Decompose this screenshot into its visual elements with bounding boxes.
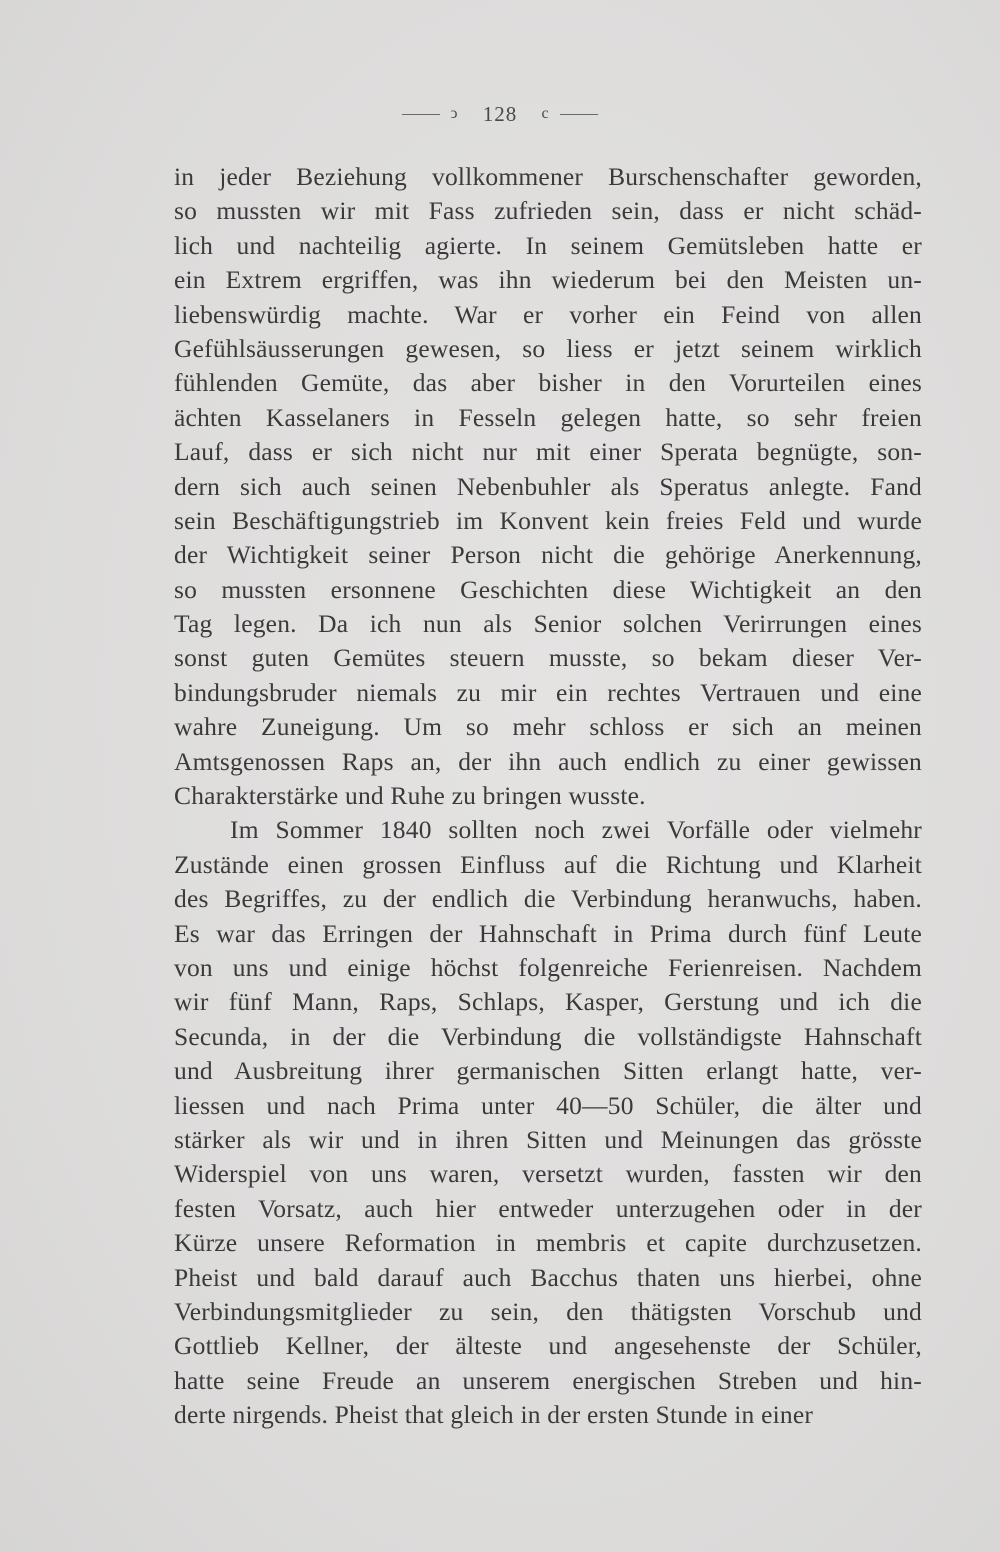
paragraph [174,160,922,813]
text-line: Gottlieb Kellner, der älteste und angesehenste der Schüler, [174,1331,922,1361]
text-line: derte nirgends. Pheist that gleich in der ersten Stunde in einer [174,1400,814,1430]
text-line: von uns und einige höchst folgenreiche Ferienreisen. Nachdem [174,952,922,982]
text-line: so mussten wir mit Fass zufrieden sein, dass er nicht schäd- [174,196,922,226]
page-number: 128 [482,101,518,126]
text-line: Zustände einen grossen Einfluss auf die Richtung und Klarheit [174,849,922,879]
page-header [0,100,1000,127]
paragraph [174,813,922,1432]
text-line: dern sich auch seinen Nebenbuhler als Speratus anlegte. Fand [174,471,922,501]
text-line: Widerspiel von uns waren, versetzt wurden, fassten wir den [174,1159,922,1189]
text-line: lich und nachteilig agierte. In seinem Gemütsleben hatte er [174,230,922,260]
text-line: Amtsgenossen Raps an, der ihn auch endlich zu einer gewissen [174,746,922,776]
text-line: Secunda, in der die Verbindung die vollständigste Hahnschaft [174,1021,922,1051]
text-line: Verbindungsmitglieder zu sein, den thätigsten Vorschub und [174,1296,922,1326]
text-line: bindungsbruder niemals zu mir ein rechtes Vertrauen und eine [174,677,922,707]
text-line: liessen und nach Prima unter 40—50 Schüler, die älter und [174,1090,922,1120]
text-line: wir fünf Mann, Raps, Schlaps, Kasper, Gerstung und ich die [174,987,922,1017]
text-line: Kürze unsere Reformation in membris et capite durchzusetzen. [174,1228,922,1258]
text-line: festen Vorsatz, auch hier entweder unterzugehen oder in der [174,1193,922,1223]
text-line: Lauf, dass er sich nicht nur mit einer Sperata begnügte, son- [174,437,922,467]
text-line: Im Sommer 1840 sollten noch zwei Vorfälle oder vielmehr [230,815,922,845]
text-line: Es war das Erringen der Hahnschaft in Prima durch fünf Leute [174,918,922,948]
header-ornament-left: ↄ [450,105,459,123]
header-rule-left [402,114,440,115]
text-line: des Begriffes, zu der endlich die Verbindung heranwuchs, haben. [174,884,922,914]
text-line: sonst guten Gemütes steuern musste, so bekam dieser Ver- [174,643,922,673]
text-line: ächten Kasselaners in Fesseln gelegen hatte, so sehr freien [174,402,922,432]
header-ornament-right: c [541,105,550,123]
text-line: so mussten ersonnene Geschichten diese Wichtigkeit an den [174,574,922,604]
text-line: wahre Zuneigung. Um so mehr schloss er sich an meinen [174,712,922,742]
text-line: und Ausbreitung ihrer germanischen Sitten erlangt hatte, ver- [174,1056,922,1086]
text-line: sein Beschäftigungstrieb im Konvent kein freies Feld und wurde [174,505,922,535]
body-text [174,160,922,1432]
text-line: stärker als wir und in ihren Sitten und Meinungen das grösste [174,1124,922,1154]
text-line: Tag legen. Da ich nun als Senior solchen Verirrungen eines [174,609,922,639]
text-line: der Wichtigkeit seiner Person nicht die gehörige Anerkennung, [174,540,922,570]
text-line: hatte seine Freude an unserem energischen Streben und hin- [174,1365,922,1395]
text-line: Charakterstärke und Ruhe zu bringen wusste. [174,781,646,811]
text-line: liebenswürdig machte. War er vorher ein Feind von allen [174,299,922,329]
text-line: fühlenden Gemüte, das aber bisher in den Vorurteilen eines [174,368,922,398]
text-line: Pheist und bald darauf auch Bacchus thaten uns hierbei, ohne [174,1262,922,1292]
text-line: Gefühlsäusserungen gewesen, so liess er jetzt seinem wirklich [174,333,922,363]
text-line: in jeder Beziehung vollkommener Burschenschafter geworden, [174,162,922,191]
header-rule-right [560,114,598,115]
text-line: ein Extrem ergriffen, was ihn wiederum bei den Meisten un- [174,265,922,295]
